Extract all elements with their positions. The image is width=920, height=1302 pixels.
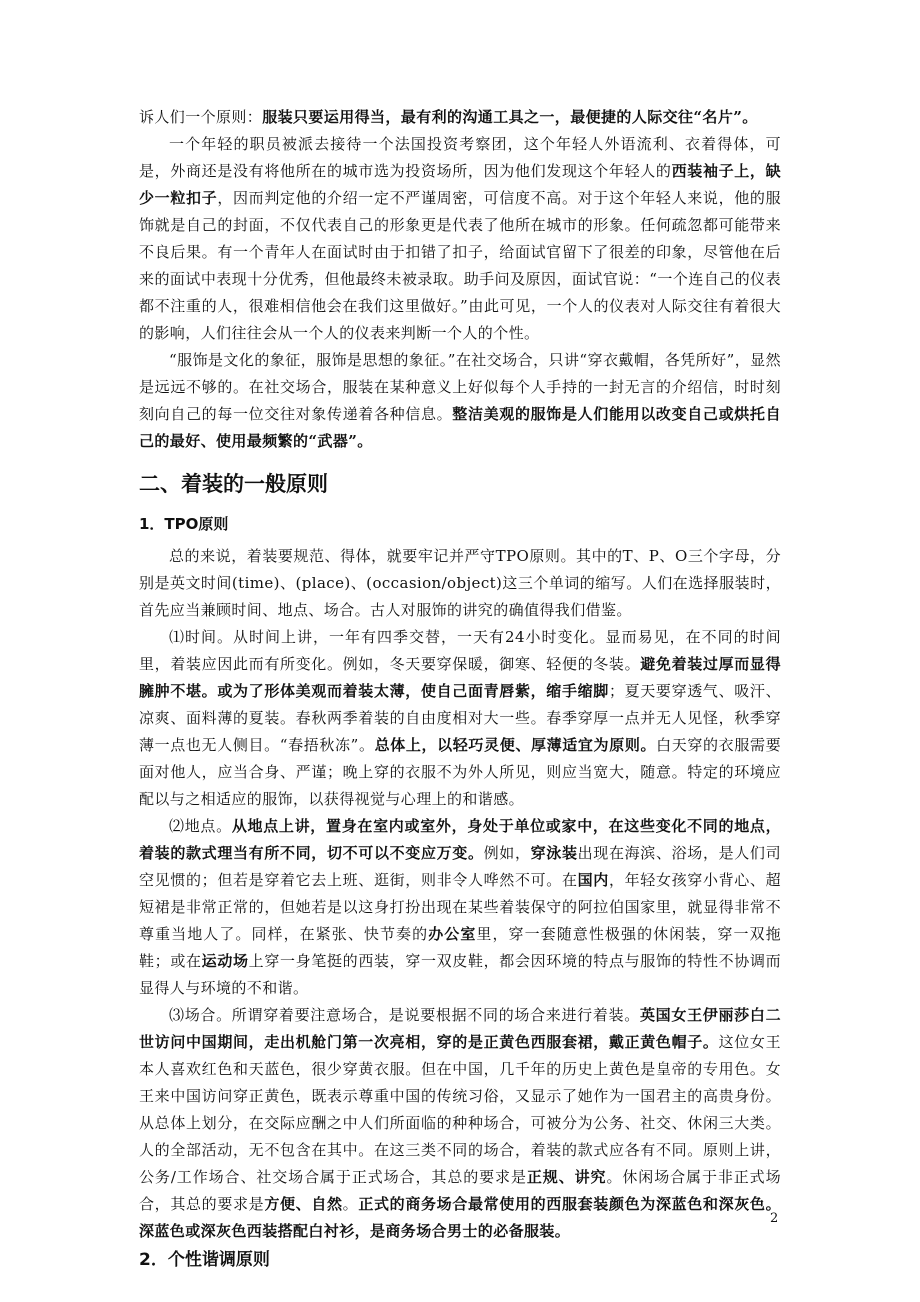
text-run: ，因而判定他的介绍一定不严谨周密，可信度不高。对于这个年轻人来说，他的服饰就是自己的封面，不仅代表自己的形象更是代表了他所在城市的形象。任何疏忽都可能带来不良后果。有一个青年人在面试时由于扣错了扣子，给面试官留下了很差的印象，尽管他在后来的面试中表现十分优秀，但他最终未被录取。助手问及原因，面试官说：“一个连自己的仪表都不注重的人，很难相信他会在我们这里做好。”由此可见，一个人的仪表对人际交往有着很大的影响，人们往往会从一个人的仪表来判断一个人的个性。 — [139, 189, 781, 342]
bold-text-run: 正式的商务场合最常使用的西服套装颜色为深蓝色和深灰色。深蓝色或深灰色西装搭配白衬衫，是商务场合男士的必备服装。 — [139, 1195, 781, 1240]
text-run: ，年轻女孩穿小背心、超短裙是非常正常的，但她若是以这身打扮出现在某些着装保守的阿拉伯国家里，就显得非常不尊重当地人了。同样，在紧张、快节奏的 — [139, 871, 781, 943]
bold-text-run: 方便、自然 — [264, 1195, 343, 1213]
bold-text-run: 从地点上讲，置身在室内或室外，身处于单位或家中，在这些变化不同的地点，着装的款式理当有所不同，切不可以不变应万变。 — [139, 817, 781, 862]
paragraph — [139, 104, 781, 131]
subsection-heading: 2．个性谐调原则 — [139, 1250, 270, 1270]
paragraph — [139, 813, 781, 1002]
text-run: 出现在海滨、浴场，是人们司空见惯的；但若是穿着它去上班、逛街，则非令人哗然不可。在 — [139, 844, 781, 889]
bold-text-run: 穿泳装 — [530, 844, 578, 862]
bold-text-run: 运动场 — [201, 952, 249, 970]
text-run: 白天穿的衣服需要面对他人，应当合身、严谨；晚上穿的衣服不为外人所见，则应当宽大，随意。特定的环境应配以与之相适应的服饰，以获得视觉与心理上的和谐感。 — [139, 736, 782, 808]
bold-text-run: 国内 — [577, 871, 609, 889]
bold-text-run: 西装袖子上，缺少一粒扣子 — [139, 162, 781, 207]
paragraph — [139, 131, 781, 347]
page-number: 2 — [770, 1211, 779, 1226]
bold-text-run: 英国女王伊丽莎白二世访问中国期间，走出机舱门第一次亮相，穿的是正黄色西服套裙，戴正黄色帽子。 — [139, 1006, 781, 1051]
bold-text-run: 服装只要运用得当，最有利的沟通工具之一，最便捷的人际交往“名片”。 — [262, 108, 758, 126]
text-run: 这位女王本人喜欢红色和天蓝色，很少穿黄衣服。但在中国，几千年的历史上黄色是皇帝的专用色。女王来中国访问穿正黄色，既表示尊重中国的传统习俗，又显示了她作为一国君主的高贵身份。从总体上划分，在交际应酬之中人们所面临的种种场合，可被分为公务、社交、休闲三大类。人的全部活动，无不包含在其中。在这三类不同的场合，着装的款式应各有不同。原则上讲，公务/工作场合、社交场合属于正式场合，其总的要求是 — [139, 1033, 781, 1186]
text-run: 例如， — [483, 844, 531, 862]
bold-text-run: 整洁美观的服饰是人们能用以改变自己或烘托自己的最好、使用最频繁的“武器”。 — [139, 405, 781, 450]
text-run: ⑵地点。 — [169, 817, 232, 835]
text-run: 。 — [342, 1195, 359, 1213]
text-run: 。休闲场合属于非正式场合，其总的要求是 — [139, 1168, 781, 1213]
subsection-heading: 1．TPO原则 — [139, 515, 229, 533]
text-run: 诉人们一个原则： — [139, 108, 263, 126]
section-heading: 二、着装的一般原则 — [139, 472, 328, 496]
text-run: ⑶场合。所谓穿着要注意场合，是说要根据不同的场合来进行着装。 — [169, 1006, 640, 1024]
text-run: 里，穿一套随意性极强的休闲装，穿一双拖鞋；或在 — [139, 925, 782, 970]
text-run: 上穿一身笔挺的西装，穿一双皮鞋，都会因环境的特点与服饰的特性不协调而显得人与环境的不和谐。 — [139, 952, 782, 997]
bold-text-run: 避免着装过厚而显得臃肿不堪。或为了形体美观而着装太薄，使自己面青唇紫，缩手缩脚 — [139, 655, 781, 700]
bold-text-run: 办公室 — [428, 925, 477, 943]
paragraph — [139, 624, 781, 813]
text-run: 一个年轻的职员被派去接待一个法国投资考察团，这个年轻人外语流利、衣着得体，可是，外商还是没有将他所在的城市选为投资场所，因为他们发现这个年轻人的 — [139, 135, 781, 180]
bold-text-run: 总体上，以轻巧灵便、厚薄适宜为原则。 — [374, 736, 657, 754]
paragraph — [139, 543, 781, 624]
text-run: “服饰是文化的象征，服饰是思想的象征。”在社交场合，只讲“穿衣戴帽，各凭所好”，显然是远远不够的。在社交场合，服装在某种意义上好似每个人手持的一封无言的介绍信，时时刻刻向自己的每一位交往对象传递着各种信息。 — [139, 351, 781, 423]
paragraph — [139, 1002, 781, 1245]
text-run: ；夏天要穿透气、吸汗、凉爽、面料薄的夏装。春秋两季着装的自由度相对大一些。春季穿厚一点并无人见怪，秋季穿薄一点也无人侧目。“春捂秋冻”。 — [139, 682, 781, 754]
paragraph — [139, 347, 781, 455]
bold-text-run: 正规、讲究 — [526, 1168, 607, 1186]
text-run: ⑴时间。从时间上讲，一年有四季交替，一天有24小时变化。显而易见，在不同的时间里，着装应因此而有所变化。例如，冬天要穿保暖，御寒、轻便的冬装。 — [139, 628, 781, 673]
text-run: 总的来说，着装要规范、得体，就要牢记并严守TPO原则。其中的T、P、O三个字母，分别是英文时间(time)、(place)、(occasion/object)这三个单词的缩写。人们在选择服装时，首先应当兼顾时间、地点、场合。古人对服饰的讲究的确值得我们借鉴。 — [139, 547, 781, 619]
document-page — [139, 104, 781, 1279]
